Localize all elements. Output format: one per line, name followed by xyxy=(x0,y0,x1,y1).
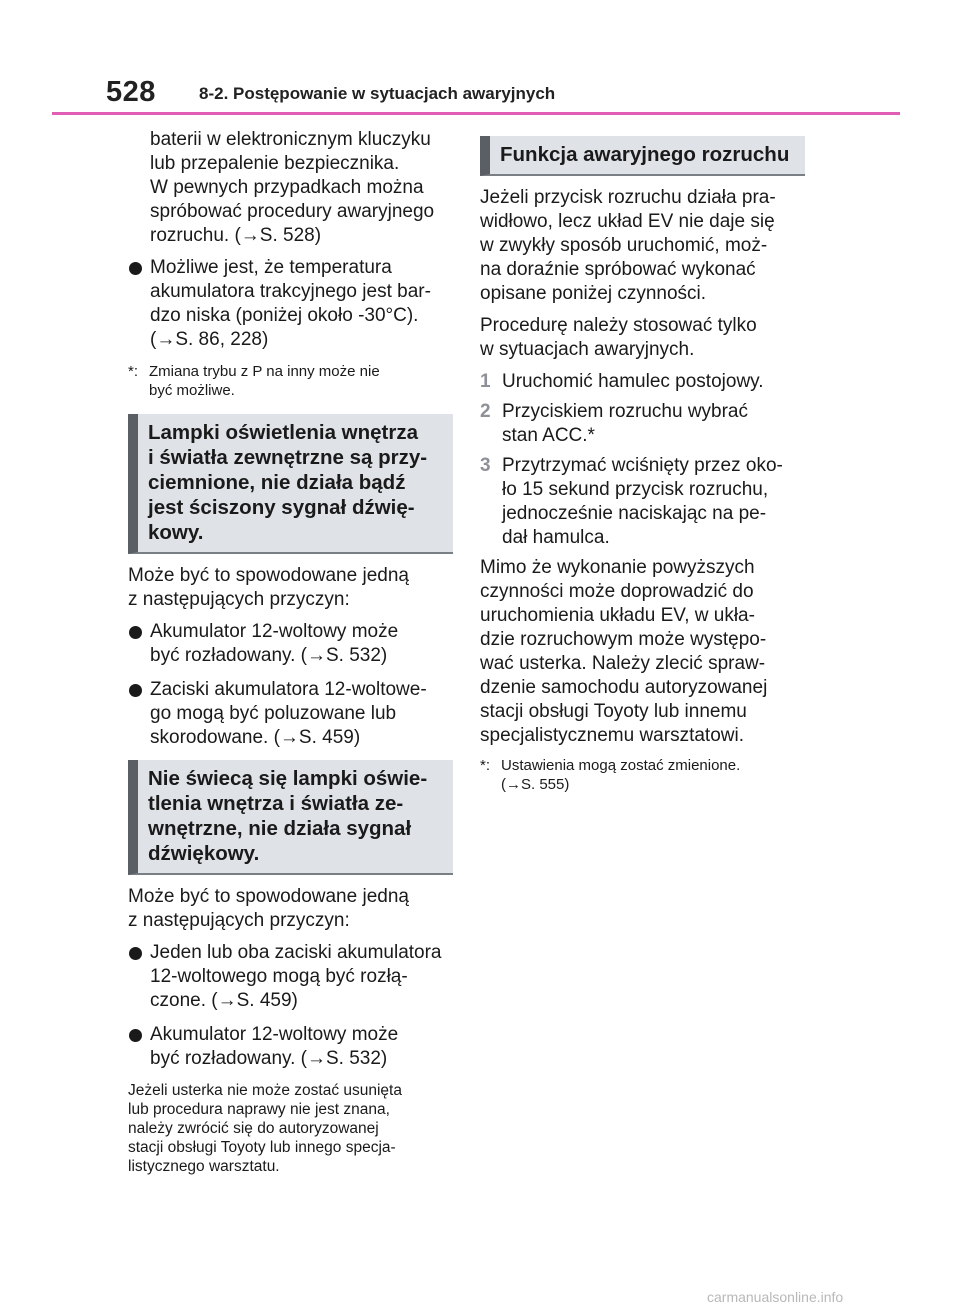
bullet-text xyxy=(150,256,453,352)
step-text-line: Przyciskiem rozruchu wybrać xyxy=(502,401,748,422)
text-line: Zmiana trybu z P na inny może nie xyxy=(149,363,380,380)
text-line: Zaciski akumulatora 12-woltowe- xyxy=(150,679,427,700)
text-line: w sytuacjach awaryjnych. xyxy=(480,339,695,360)
bullet-dot-icon xyxy=(129,1029,142,1042)
bullet-temperature xyxy=(128,256,453,352)
header-rule xyxy=(52,112,900,115)
text-line: dźwiękowy. xyxy=(148,842,260,865)
footnote-text xyxy=(501,756,805,794)
text-line: być rozładowany. (→S. 532) xyxy=(150,1048,388,1069)
watermark: carmanualsonline.info xyxy=(707,1289,844,1305)
text-line: W pewnych przypadkach można xyxy=(150,177,424,198)
text-line: Lampki oświetlenia wnętrza xyxy=(148,421,418,444)
text-line: Akumulator 12-woltowy może xyxy=(150,1024,399,1045)
chapter-title: 8-2. Postępowanie w sytuacjach awaryjnych xyxy=(199,84,556,103)
footnote xyxy=(128,362,453,400)
step-text-line: ło 15 sekund przycisk rozruchu, xyxy=(502,479,769,500)
section-heading-dimmed-lights xyxy=(128,414,453,554)
text-line: z następujących przyczyn: xyxy=(128,589,350,610)
closing-note xyxy=(128,1081,453,1176)
text-line: dzenie samochodu autoryzowanej xyxy=(480,677,768,698)
text-line: lub przepalenie bezpiecznika. xyxy=(150,153,400,174)
text-line: Może być to spowodowane jedną xyxy=(128,565,409,586)
text-line: wać usterka. Należy zlecić spraw- xyxy=(480,653,766,674)
step-text-line: Przytrzymać wciśnięty przez oko- xyxy=(502,455,783,476)
text-line: go mogą być poluzowane lub xyxy=(150,703,397,724)
intro-paragraph xyxy=(480,186,805,306)
bullet-text xyxy=(150,941,453,1013)
bullet-text xyxy=(150,1023,453,1071)
text-line: być rozładowany. (→S. 532) xyxy=(150,645,388,666)
text-line: wnętrzne, nie działa sygnał xyxy=(148,817,412,840)
emergency-note xyxy=(480,314,805,362)
section-heading-no-lights xyxy=(128,760,453,875)
bullet-text xyxy=(150,620,453,668)
text-line: w zwykły sposób uruchomić, moż- xyxy=(480,235,768,256)
text-line: na doraźnie spróbować wykonać xyxy=(480,259,756,280)
text-line: tlenia wnętrza i światła ze- xyxy=(148,792,404,815)
footnote xyxy=(480,756,805,794)
right-column xyxy=(480,128,805,808)
step-number: 2 xyxy=(480,401,491,422)
text-line: (→S. 86, 228) xyxy=(150,329,269,350)
text-line: Jeden lub oba zaciski akumulatora xyxy=(150,942,442,963)
bullet-dot-icon xyxy=(129,684,142,697)
steps-list xyxy=(480,370,805,550)
step-text-line: dał hamulca. xyxy=(502,527,610,548)
bullet-dot-icon xyxy=(129,947,142,960)
step-item xyxy=(480,400,805,448)
continued-paragraph xyxy=(128,128,453,248)
bullet-dot-icon xyxy=(129,626,142,639)
text-line: czone. (→S. 459) xyxy=(150,990,298,1011)
text-line: skorodowane. (→S. 459) xyxy=(150,727,361,748)
text-line: dzie rozruchowym może występo- xyxy=(480,629,767,650)
bullet-terminals-disconnected xyxy=(128,941,453,1013)
text-line: Może być to spowodowane jedną xyxy=(128,886,409,907)
text-line: jest ściszony sygnał dźwię- xyxy=(148,496,415,519)
text-line: należy zwrócić się do autoryzowanej xyxy=(128,1120,379,1137)
step-number: 1 xyxy=(480,371,491,392)
text-line: Akumulator 12-woltowy może xyxy=(150,621,399,642)
text-line: widłowo, lecz układ EV nie daje się xyxy=(480,211,775,232)
text-line: Jeżeli usterka nie może zostać usunięta xyxy=(128,1082,402,1099)
text-line: baterii w elektronicznym kluczyku xyxy=(150,129,431,150)
bullet-battery-discharged xyxy=(128,620,453,668)
text-line: 12-woltowego mogą być rozłą- xyxy=(150,966,408,987)
page-header xyxy=(0,0,960,120)
section-intro xyxy=(128,564,453,612)
footnote-mark: *: xyxy=(128,363,139,380)
step-text-line: Uruchomić hamulec postojowy. xyxy=(502,371,764,392)
step-number: 3 xyxy=(480,455,491,476)
step-text-line: jednocześnie naciskając na pe- xyxy=(502,503,767,524)
text-line: i światła zewnętrzne są przy- xyxy=(148,446,428,469)
text-line: Nie świecą się lampki oświe- xyxy=(148,767,428,790)
section-intro xyxy=(128,885,453,933)
step-item xyxy=(480,454,805,550)
bullet-text xyxy=(150,678,453,750)
text-line: opisane poniżej czynności. xyxy=(480,283,707,304)
text-line: spróbować procedury awaryjnego xyxy=(150,201,435,222)
text-line: rozruchu. (→S. 528) xyxy=(150,225,322,246)
step-item xyxy=(480,370,805,394)
bullet-terminals-loose xyxy=(128,678,453,750)
text-line: czynności może doprowadzić do xyxy=(480,581,754,602)
text-line: Procedurę należy stosować tylko xyxy=(480,315,757,336)
left-column xyxy=(128,128,453,1176)
text-line: lub procedura naprawy nie jest znana, xyxy=(128,1101,390,1118)
text-line: specjalistycznemu warsztatowi. xyxy=(480,725,744,746)
text-line: stacji obsługi Toyoty lub innego specja- xyxy=(128,1139,396,1156)
text-line: uruchomienia układu EV, w ukła- xyxy=(480,605,755,626)
text-line: Ustawienia mogą zostać zmienione. xyxy=(501,757,741,774)
step-text-line: stan ACC.* xyxy=(502,425,595,446)
footnote-text xyxy=(149,362,453,400)
text-line: listycznego warsztatu. xyxy=(128,1158,280,1175)
page-number: 528 xyxy=(106,76,156,108)
text-line: (→S. 555) xyxy=(501,776,570,793)
text-line: być możliwe. xyxy=(149,382,235,399)
text-line: ciemnione, nie działa bądź xyxy=(148,471,406,494)
bullet-dot-icon xyxy=(129,262,142,275)
bullet-battery-discharged-2 xyxy=(128,1023,453,1071)
text-line: kowy. xyxy=(148,521,204,544)
text-line: stacji obsługi Toyoty lub innemu xyxy=(480,701,747,722)
outro-paragraph xyxy=(480,556,805,748)
text-line: dzo niska (poniżej około -30°C). xyxy=(150,305,419,326)
section-heading-emergency-start: Funkcja awaryjnego rozruchu xyxy=(480,136,805,176)
text-line: Mimo że wykonanie powyższych xyxy=(480,557,755,578)
text-line: z następujących przyczyn: xyxy=(128,910,350,931)
text-line: Jeżeli przycisk rozruchu działa pra- xyxy=(480,187,776,208)
text-line: Możliwe jest, że temperatura xyxy=(150,257,392,278)
text-line: akumulatora trakcyjnego jest bar- xyxy=(150,281,431,302)
footnote-mark: *: xyxy=(480,757,491,774)
